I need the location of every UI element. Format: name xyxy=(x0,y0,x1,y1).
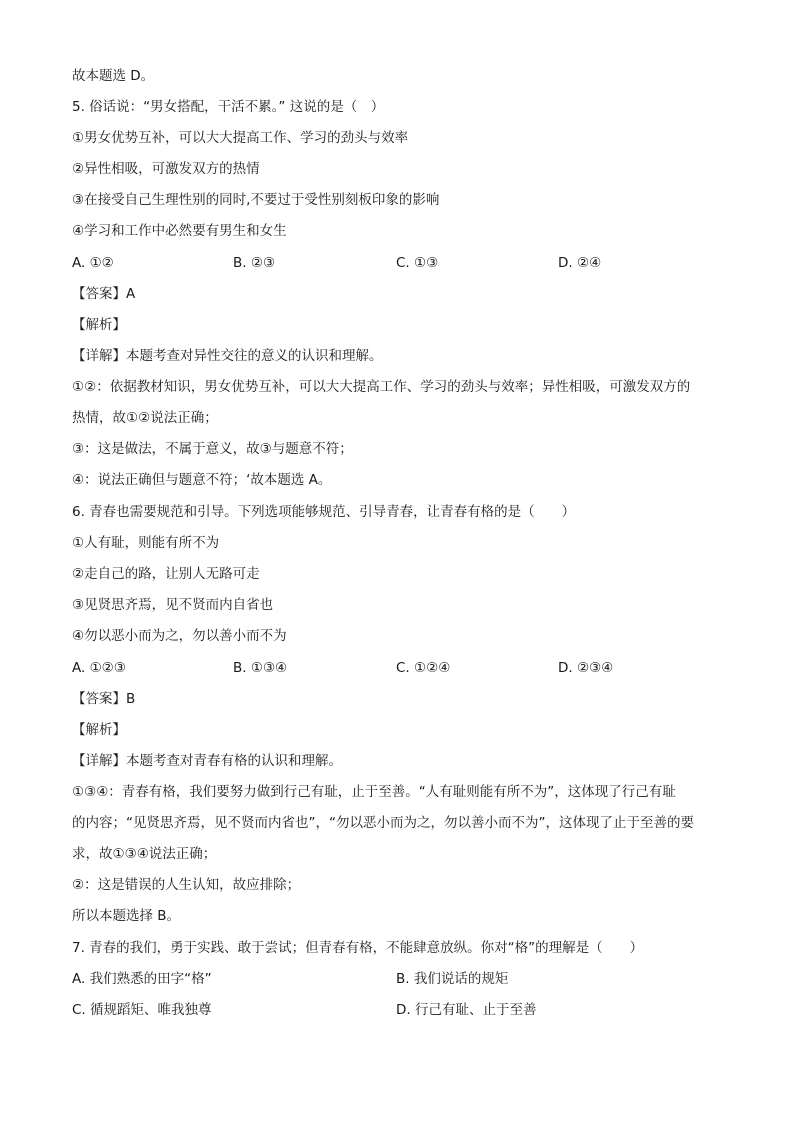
question-6-detail-line: ②：这是错误的人生认知，故应排除； xyxy=(72,877,301,893)
text-line: 故本题选 D。 xyxy=(72,68,155,84)
question-6-option-c: C. ①②④ xyxy=(396,660,451,676)
question-6-option-d: D. ②③④ xyxy=(558,660,614,676)
question-6-stem: 6. 青春也需要规范和引导。下列选项能够规范、引导青春，让青春有格的是（ ） xyxy=(72,504,576,520)
question-6-detail: 【详解】本题考查对青春有格的认识和理解。 xyxy=(72,753,342,769)
question-7-option-b: B. 我们说话的规矩 xyxy=(396,971,509,987)
question-5-answer: 【答案】A xyxy=(72,286,136,302)
question-5-statement-2: ②异性相吸，可激发双方的热情 xyxy=(72,161,260,177)
question-6-detail-line: 的内容；“见贤思齐焉，见不贤而内省也”，“勿以恶小而为之，勿以善小而不为”，这体现了止于至善的要 xyxy=(72,815,694,831)
question-7-stem: 7. 青春的我们，勇于实践、敢于尝试；但青春有格，不能肆意放纵。你对“格”的理解是（ ） xyxy=(72,940,644,956)
question-5-detail-line: ③：这是做法，不属于意义，故③与题意不符； xyxy=(72,441,353,457)
question-7-option-a: A. 我们熟悉的田字“格” xyxy=(72,971,212,987)
question-7-option-d: D. 行己有耻、止于至善 xyxy=(396,1002,537,1018)
question-5-statement-1: ①男女优势互补，可以大大提高工作、学习的劲头与效率 xyxy=(72,130,409,146)
question-6-statement-3: ③见贤思齐焉，见不贤而内自省也 xyxy=(72,597,274,613)
question-6-answer: 【答案】B xyxy=(72,691,136,707)
question-5-stem: 5. 俗话说：“男女搭配，干活不累。” 这说的是（ ） xyxy=(72,99,385,115)
question-6-option-b: B. ①③④ xyxy=(233,660,288,676)
question-7-option-c: C. 循规蹈矩、唯我独尊 xyxy=(72,1002,212,1018)
question-5-detail: 【详解】本题考查对异性交往的意义的认识和理解。 xyxy=(72,348,383,364)
question-5-analysis-label: 【解析】 xyxy=(72,317,126,333)
question-5-statement-4: ④学习和工作中必然要有男生和女生 xyxy=(72,223,287,239)
question-6-option-a: A. ①②③ xyxy=(72,660,126,676)
question-6-detail-line: 求，故①③④说法正确； xyxy=(72,846,217,862)
question-6-statement-1: ①人有耻，则能有所不为 xyxy=(72,535,220,551)
question-5-option-b: B. ②③ xyxy=(233,255,276,271)
question-6-statement-2: ②走自己的路，让别人无路可走 xyxy=(72,566,260,582)
question-5-option-a: A. ①② xyxy=(72,255,114,271)
question-5-option-c: C. ①③ xyxy=(396,255,439,271)
question-5-detail-line: 热情，故①②说法正确； xyxy=(72,410,218,426)
question-5-detail-line: ④：说法正确但与题意不符；‘故本题选 A。 xyxy=(72,472,332,488)
question-5-option-d: D. ②④ xyxy=(558,255,602,271)
question-6-analysis-label: 【解析】 xyxy=(72,722,126,738)
question-6-conclusion: 所以本题选择 B。 xyxy=(72,908,181,924)
question-6-detail-line: ①③④：青春有格，我们要努力做到行己有耻，止于至善。“人有耻则能有所不为”，这体现了行己有耻 xyxy=(72,784,676,800)
question-5-detail-line: ①②：依据教材知识，男女优势互补，可以大大提高工作、学习的劲头与效率；异性相吸，可激发双方的 xyxy=(72,379,691,395)
question-6-statement-4: ④勿以恶小而为之，勿以善小而不为 xyxy=(72,628,287,644)
question-5-statement-3: ③在接受自己生理性别的同时,不要过于受性别刻板印象的影响 xyxy=(72,192,440,208)
